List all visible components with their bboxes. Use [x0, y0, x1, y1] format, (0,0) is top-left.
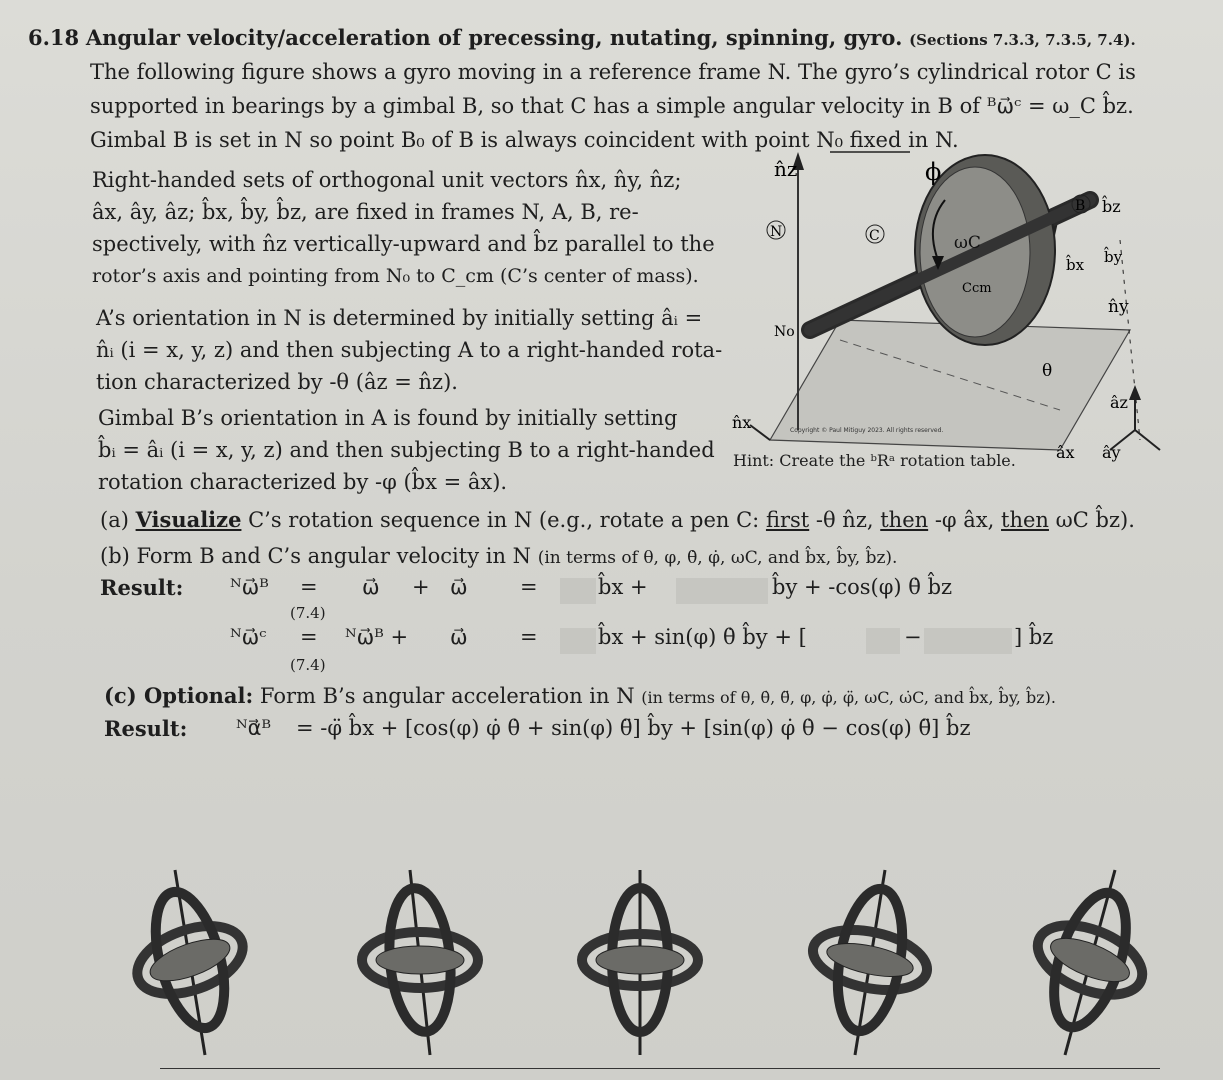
- label-omegaC: ωC: [954, 233, 981, 253]
- gyro-1: [120, 860, 260, 1060]
- label-az: âz: [1110, 393, 1128, 412]
- part-b-paren: (in terms of θ, φ, θ̇, φ̇, ωC, and b̂x, b̂y, b̂z).: [537, 548, 898, 568]
- eq3-rhs: = -φ̈ b̂x + [cos(φ) φ̇ θ̇ + sin(φ) θ̈] b̂y + [sin(φ) φ̇ θ̇ − cos(φ) θ̈] b̂z: [296, 716, 971, 740]
- bottom-rule: [160, 1068, 1160, 1069]
- gyro-illustrations: [100, 860, 1180, 1060]
- label-No: No: [774, 324, 795, 340]
- label-phi: ϕ: [925, 158, 942, 186]
- gyro-figure: [730, 140, 1200, 470]
- problem-title-line: [28, 22, 1136, 56]
- frames-line-3: rotor’s axis and pointing from N₀ to C_cm (C’s center of mass).: [92, 265, 699, 287]
- eq1-bx: b̂x +: [598, 575, 648, 599]
- blank-2a[interactable]: [560, 628, 596, 654]
- problem-title: Angular velocity/acceleration of precessing, nutating, spinning, gyro.: [85, 25, 903, 50]
- part-c: [104, 680, 1056, 714]
- label-by: b̂y: [1104, 248, 1123, 266]
- part-a-t4: ωC b̂z).: [1048, 508, 1135, 532]
- eq2-tail: ] b̂z: [1014, 625, 1054, 649]
- ay-vector: [1135, 430, 1160, 450]
- gyro-4: [800, 860, 940, 1060]
- eq1-plus: +: [412, 575, 430, 599]
- part-c-label: (c) Optional:: [104, 683, 254, 708]
- eq3-lhs: ᴺα⃗ᴮ: [236, 716, 272, 740]
- intro-line-2-eq: ᴮω⃗ᶜ = ω_C b̂z.: [986, 94, 1134, 118]
- copyright-text: Copyright © Paul Mitiguy 2023. All rights reserved.: [790, 427, 944, 434]
- label-Ccm: Ccm: [962, 281, 992, 296]
- part-a-prefix: (a): [100, 508, 136, 532]
- eq2-minus: −: [904, 625, 922, 649]
- label-nx: n̂x: [732, 413, 752, 432]
- eq2-ref: (7.4): [290, 656, 326, 674]
- part-c-text: Form B’s angular acceleration in N: [253, 684, 642, 708]
- gyro-2: [350, 860, 490, 1060]
- label-nz: n̂z: [774, 157, 798, 181]
- part-a-then2: then: [1001, 508, 1049, 532]
- part-b-label: (b) Form B and C’s angular velocity in N: [100, 544, 538, 568]
- eq2-mid: ᴺω⃗ᴮ +: [345, 625, 409, 649]
- label-B: B: [1075, 198, 1086, 214]
- part-a-first: first: [765, 508, 810, 532]
- eq2-eq2: =: [520, 625, 538, 649]
- eq2-bx: b̂x + sin(φ) θ̇ b̂y + [: [598, 625, 807, 649]
- eq2-lhs: ᴺω⃗ᶜ: [230, 625, 267, 649]
- part-a-then1: then: [880, 508, 929, 532]
- intro-line-3: Gimbal B is set in N so point B₀ of B is always coincident with point N₀ fixed in N.: [90, 128, 959, 152]
- eq2-term: ω⃗: [450, 625, 468, 649]
- A-line-3: tion characterized by -θ (âz = n̂z).: [96, 370, 458, 394]
- label-bz: b̂z: [1102, 197, 1121, 216]
- part-a: [100, 504, 1135, 536]
- part-c-paren: (in terms of θ, θ̇, θ̈, φ, φ̇, φ̈, ωC, ω̇C, and b̂x, b̂y, b̂z).: [641, 688, 1056, 707]
- problem-number: 6.18: [28, 25, 80, 50]
- gyro-3: [570, 860, 710, 1060]
- eq1-eqsign: =: [300, 575, 318, 599]
- result-label-2: Result:: [104, 716, 188, 741]
- B-line-2: b̂ᵢ = âᵢ (i = x, y, z) and then subjecting B to a right-handed: [98, 438, 715, 462]
- label-theta: θ: [1042, 361, 1053, 381]
- blank-2c[interactable]: [924, 628, 1012, 654]
- blank-1b[interactable]: [676, 578, 768, 604]
- part-a-t3: -φ âx,: [928, 508, 1002, 532]
- intro-line-1: The following figure shows a gyro moving in a reference frame N. The gyro’s cylindrical rotor C is: [90, 60, 1136, 84]
- blank-2b[interactable]: [866, 628, 900, 654]
- A-line-1: A’s orientation in N is determined by initially setting âᵢ =: [96, 306, 703, 330]
- hint-text: Hint: Create the ᵇRᵃ rotation table.: [733, 451, 1016, 470]
- eq2-eqsign: =: [300, 625, 318, 649]
- frames-line-2b: spectively, with n̂z vertically-upward and b̂z parallel to the: [92, 232, 715, 256]
- B-line-3: rotation characterized by -φ (b̂x = âx).: [98, 470, 508, 494]
- part-b: [100, 540, 897, 574]
- label-bx: b̂x: [1066, 256, 1085, 274]
- blank-1a[interactable]: [560, 578, 596, 604]
- label-N: N: [770, 224, 783, 240]
- eq1-lhs: ᴺω⃗ᴮ: [230, 575, 269, 599]
- B-line-1: Gimbal B’s orientation in A is found by initially setting: [98, 406, 678, 430]
- az-arrowhead: [1129, 385, 1141, 400]
- A-line-2: n̂ᵢ (i = x, y, z) and then subjecting A to a right-handed rota-: [96, 338, 723, 362]
- frames-line-1: Right-handed sets of orthogonal unit vectors n̂x, n̂y, n̂z;: [92, 168, 682, 192]
- eq1-term1: ω⃗: [362, 575, 380, 599]
- section-refs: (Sections 7.3.3, 7.3.5, 7.4).: [909, 31, 1136, 49]
- eq1-eq2: =: [520, 575, 538, 599]
- part-a-t2: -θ n̂z,: [809, 508, 881, 532]
- nx-vector: [750, 425, 770, 440]
- label-ax: âx: [1056, 443, 1075, 462]
- frames-line-2: âx, ây, âz; b̂x, b̂y, b̂z, are fixed in frames N, A, B, re-: [92, 200, 639, 224]
- gyro-5: [1020, 860, 1160, 1060]
- label-ay: ây: [1102, 443, 1121, 462]
- part-a-text1: C’s rotation sequence in N (e.g., rotate a pen C:: [241, 508, 766, 532]
- part-a-visualize: Visualize: [135, 507, 242, 532]
- eq1-tail: b̂y + -cos(φ) θ̇ b̂z: [772, 575, 953, 599]
- label-ny: n̂y: [1108, 297, 1129, 317]
- eq1-ref: (7.4): [290, 604, 326, 622]
- intro-line-2: [90, 90, 1134, 122]
- label-C: C: [869, 228, 880, 244]
- result-label-1: Result:: [100, 575, 184, 600]
- eq1-term2: ω⃗: [450, 575, 468, 599]
- intro-line-2-text: supported in bearings by a gimbal B, so that C has a simple angular velocity in B of: [90, 94, 987, 118]
